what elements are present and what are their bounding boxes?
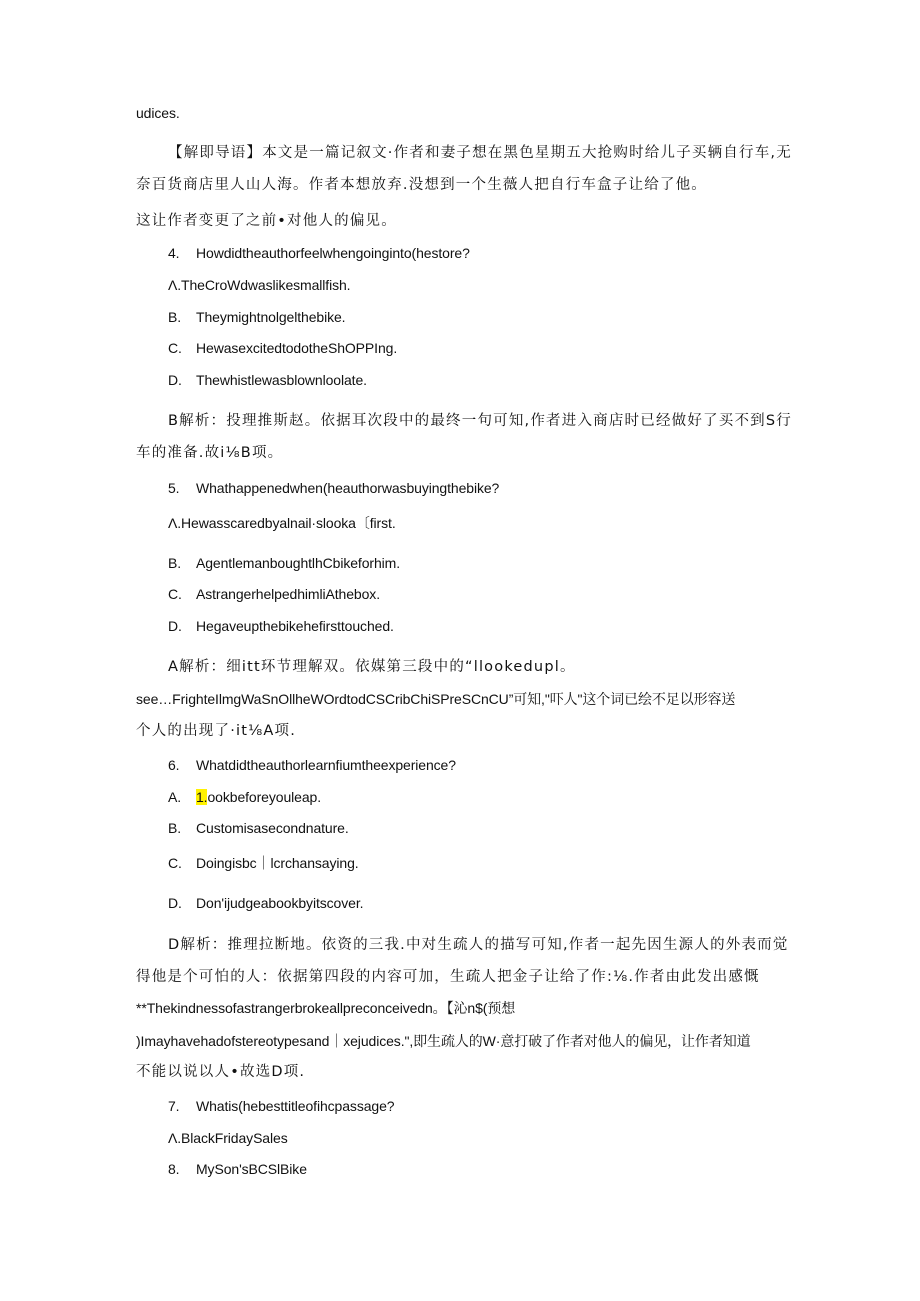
guide-paragraph-line: 奈百货商店里人山人海。作者本想放弃.没想到一个生薇人把自行车盒子让给了他。 (136, 177, 708, 193)
question-5 (168, 479, 499, 497)
option-letter: A. (168, 789, 182, 805)
option-text: ookbeforeyouleap. (207, 789, 321, 805)
option-text: Thewhistlewasblownloolate. (196, 372, 367, 388)
option-letter: C. (168, 855, 182, 871)
option-text: Hegaveupthebikehefirsttouched. (196, 618, 394, 634)
option-d (168, 371, 367, 389)
option-c (168, 854, 359, 872)
option-a: Λ.BlackFridaySales (168, 1130, 288, 1146)
option-letter: B. (168, 555, 182, 571)
option-text: Customisasecondnature. (196, 820, 349, 836)
question-text: Whathappenedwhen(heauthorwasbuyingthebike? (196, 480, 500, 496)
question-7 (168, 1097, 394, 1115)
option-d (168, 617, 394, 635)
question-text: Whatdidtheauthorlearnfiumtheexperience? (196, 757, 456, 773)
question-number: 4. (168, 245, 180, 261)
option-b (168, 308, 345, 326)
explanation-line: see…FrighteIlmgWaSnOllheWOrdtodCSCribChiSPreSCnCU”可知,"吓人"这个词已绘不足以形容送 (136, 691, 736, 707)
explanation-line: 个人的出现了·it⅛A项. (136, 723, 297, 739)
option-text: HewasexcitedtodotheShOPPIng. (196, 340, 398, 356)
guide-paragraph-line: 【解即导语】本文是一篇记叙文·作者和妻子想在黑色星期五大抢购时给儿子买辆自行车,无 (168, 145, 792, 161)
explanation-line: 得他是个可怕的人：依据第四段的内容可加，生疏人把金子让给了作:⅛.作者由此发出感慨 (136, 969, 760, 985)
option-letter: D. (168, 372, 182, 388)
question-8 (168, 1160, 307, 1178)
explanation-line: 车的准备.故i⅛B项。 (136, 445, 284, 461)
explanation-line: **Thekindnessofastrangerbrokeallpreconceivedn。【沁n$(预想 (136, 1000, 516, 1016)
question-text: Howdidtheauthorfeelwhengoinginto(hestore? (196, 245, 470, 261)
option-text: Doingisbc｜lcrchansaying. (196, 855, 359, 871)
text-line: udices. (136, 105, 180, 121)
option-text: AstrangerhelpedhimliAthebox. (196, 586, 380, 602)
option-letter: B. (168, 309, 182, 325)
option-letter: B. (168, 820, 182, 836)
option-c (168, 339, 397, 357)
option-text: AgentlemanboughtlhCbikeforhim. (196, 555, 401, 571)
explanation-line: )Imayhavehadofstereotypesand｜xejudices.",即生疏人的W·意打破了作者对他人的偏见，让作者知道 (136, 1033, 751, 1049)
explanation-line: B解析：投理推斯赵。依据耳次段中的最终一句可知,作者进入商店时已经做好了买不到S行 (168, 413, 792, 429)
question-number: 6. (168, 757, 180, 773)
option-b (168, 554, 400, 572)
option-b (168, 819, 349, 837)
question-number: 5. (168, 480, 180, 496)
question-4 (168, 244, 470, 262)
option-c (168, 585, 380, 603)
option-a: Λ.Hewasscaredbyalnail·slooka〔first. (168, 515, 396, 531)
question-text: Whatis(hebesttitleofihcpassage? (196, 1098, 395, 1114)
explanation-line: D解析：推理拉断地。依资的三我.中对生疏人的描写可知,作者一起先因生源人的外表而觉 (168, 937, 789, 953)
guide-paragraph-line: 这让作者变更了之前•对他人的偏见。 (136, 213, 397, 229)
option-text: Theymightnolgelthebike. (196, 309, 346, 325)
highlighted-text: 1. (196, 789, 208, 805)
option-letter: C. (168, 340, 182, 356)
option-text: Don'ijudgeabookbyitscover. (196, 895, 364, 911)
question-6 (168, 756, 456, 774)
question-text: MySon'sBCSlBike (196, 1161, 307, 1177)
question-number: 8. (168, 1161, 180, 1177)
option-letter: D. (168, 895, 182, 911)
option-d (168, 894, 363, 912)
option-a: Λ.TheCroWdwaslikesmallfish. (168, 277, 351, 293)
option-a (168, 788, 321, 806)
option-letter: C. (168, 586, 182, 602)
option-letter: D. (168, 618, 182, 634)
explanation-line: 不能以说以人•故选D项. (136, 1064, 306, 1080)
question-number: 7. (168, 1098, 180, 1114)
explanation-line: A解析：细itt环节理解双。依媒第三段中的“llookedupl。 (168, 659, 576, 675)
